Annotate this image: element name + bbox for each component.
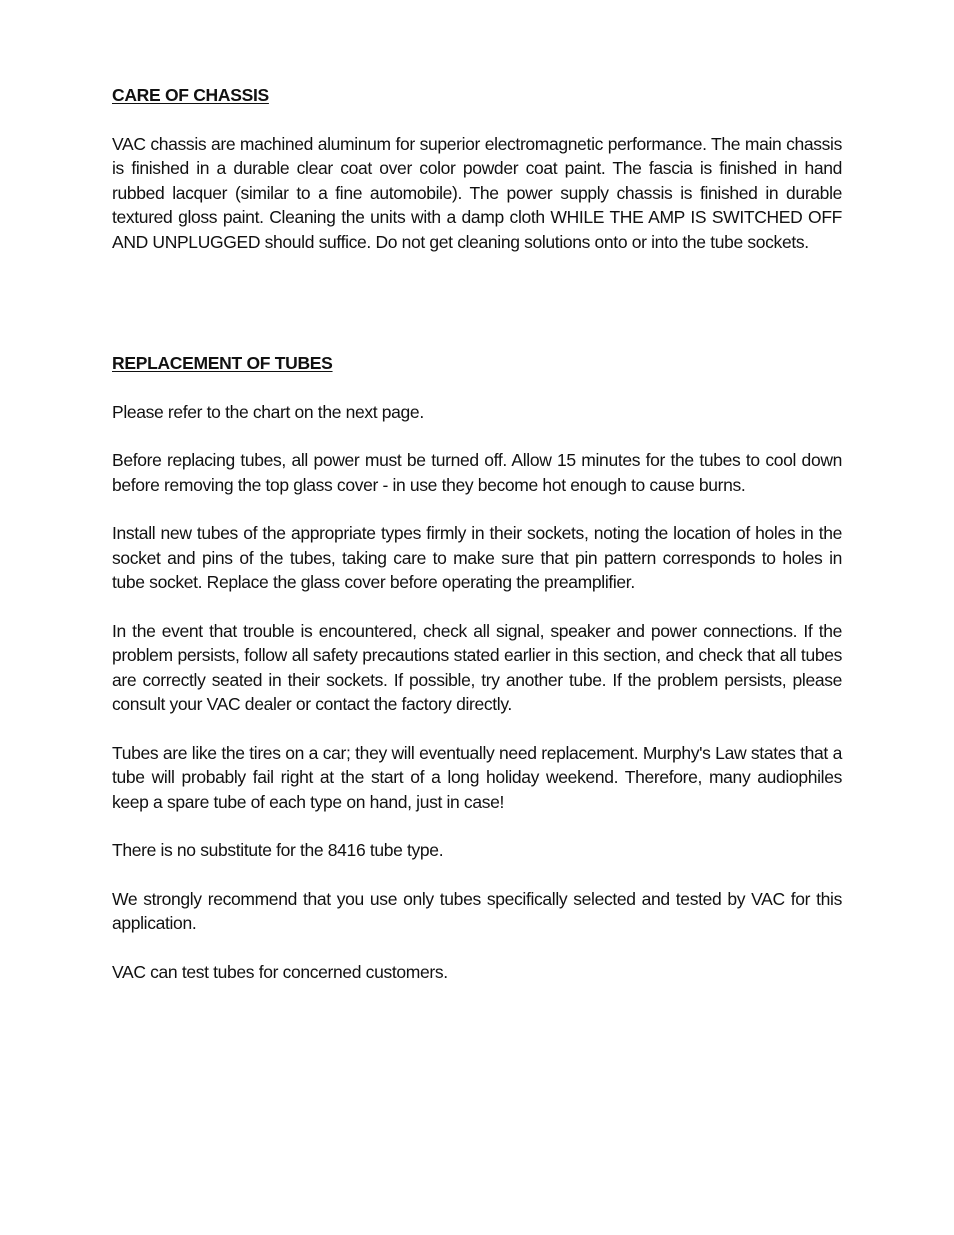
tube-testing-paragraph: VAC can test tubes for concerned customers. bbox=[112, 961, 448, 982]
spare-tubes-paragraph: Tubes are like the tires on a car; they will eventually need replacement. Murphy's Law states that a tube will probably fail right at the start of a long holiday weekend. Therefore, many audiophiles keep a spare tube of each type on hand, just in case! bbox=[112, 742, 842, 812]
power-off-paragraph: Before replacing tubes, all power must be turned off. Allow 15 minutes for the tubes to cool down before removing the top glass cover - in use they become hot enough to cause burns. bbox=[112, 450, 842, 495]
recommendation-paragraph: We strongly recommend that you use only tubes specifically selected and tested by VAC for this application. bbox=[112, 888, 842, 933]
document-page bbox=[112, 83, 842, 984]
chassis-care-paragraph: VAC chassis are machined aluminum for superior electromagnetic performance. The main chassis is finished in a durable clear coat over color powder coat paint. The fascia is finished in hand rubbed lacquer (similar to a fine automobile). The power supply chassis is finished in durable textured gloss paint. Cleaning the units with a damp cloth WHILE THE AMP IS SWITCHED OFF AND UNPLUGGED should suffice. Do not get cleaning solutions onto or into the tube sockets. bbox=[112, 133, 842, 252]
no-substitute-paragraph: There is no substitute for the 8416 tube type. bbox=[112, 840, 444, 860]
chart-reference-paragraph: Please refer to the chart on the next page. bbox=[112, 401, 424, 422]
section-heading-replacement-of-tubes: REPLACEMENT OF TUBES bbox=[112, 353, 333, 373]
section-heading-care-of-chassis: CARE OF CHASSIS bbox=[112, 85, 269, 105]
install-tubes-paragraph: Install new tubes of the appropriate types firmly in their sockets, noting the location of holes in the socket and pins of the tubes, taking care to make sure that pin pattern corresponds to holes in tube socket. Replace the glass cover before operating the preamplifier. bbox=[112, 523, 842, 592]
troubleshooting-paragraph: In the event that trouble is encountered, check all signal, speaker and power connections. If the problem persists, follow all safety precautions stated earlier in this section, and check that all tubes are correctly seated in their sockets. If possible, try another tube. If the problem persists, please consult your VAC dealer or contact the factory directly. bbox=[112, 620, 842, 714]
